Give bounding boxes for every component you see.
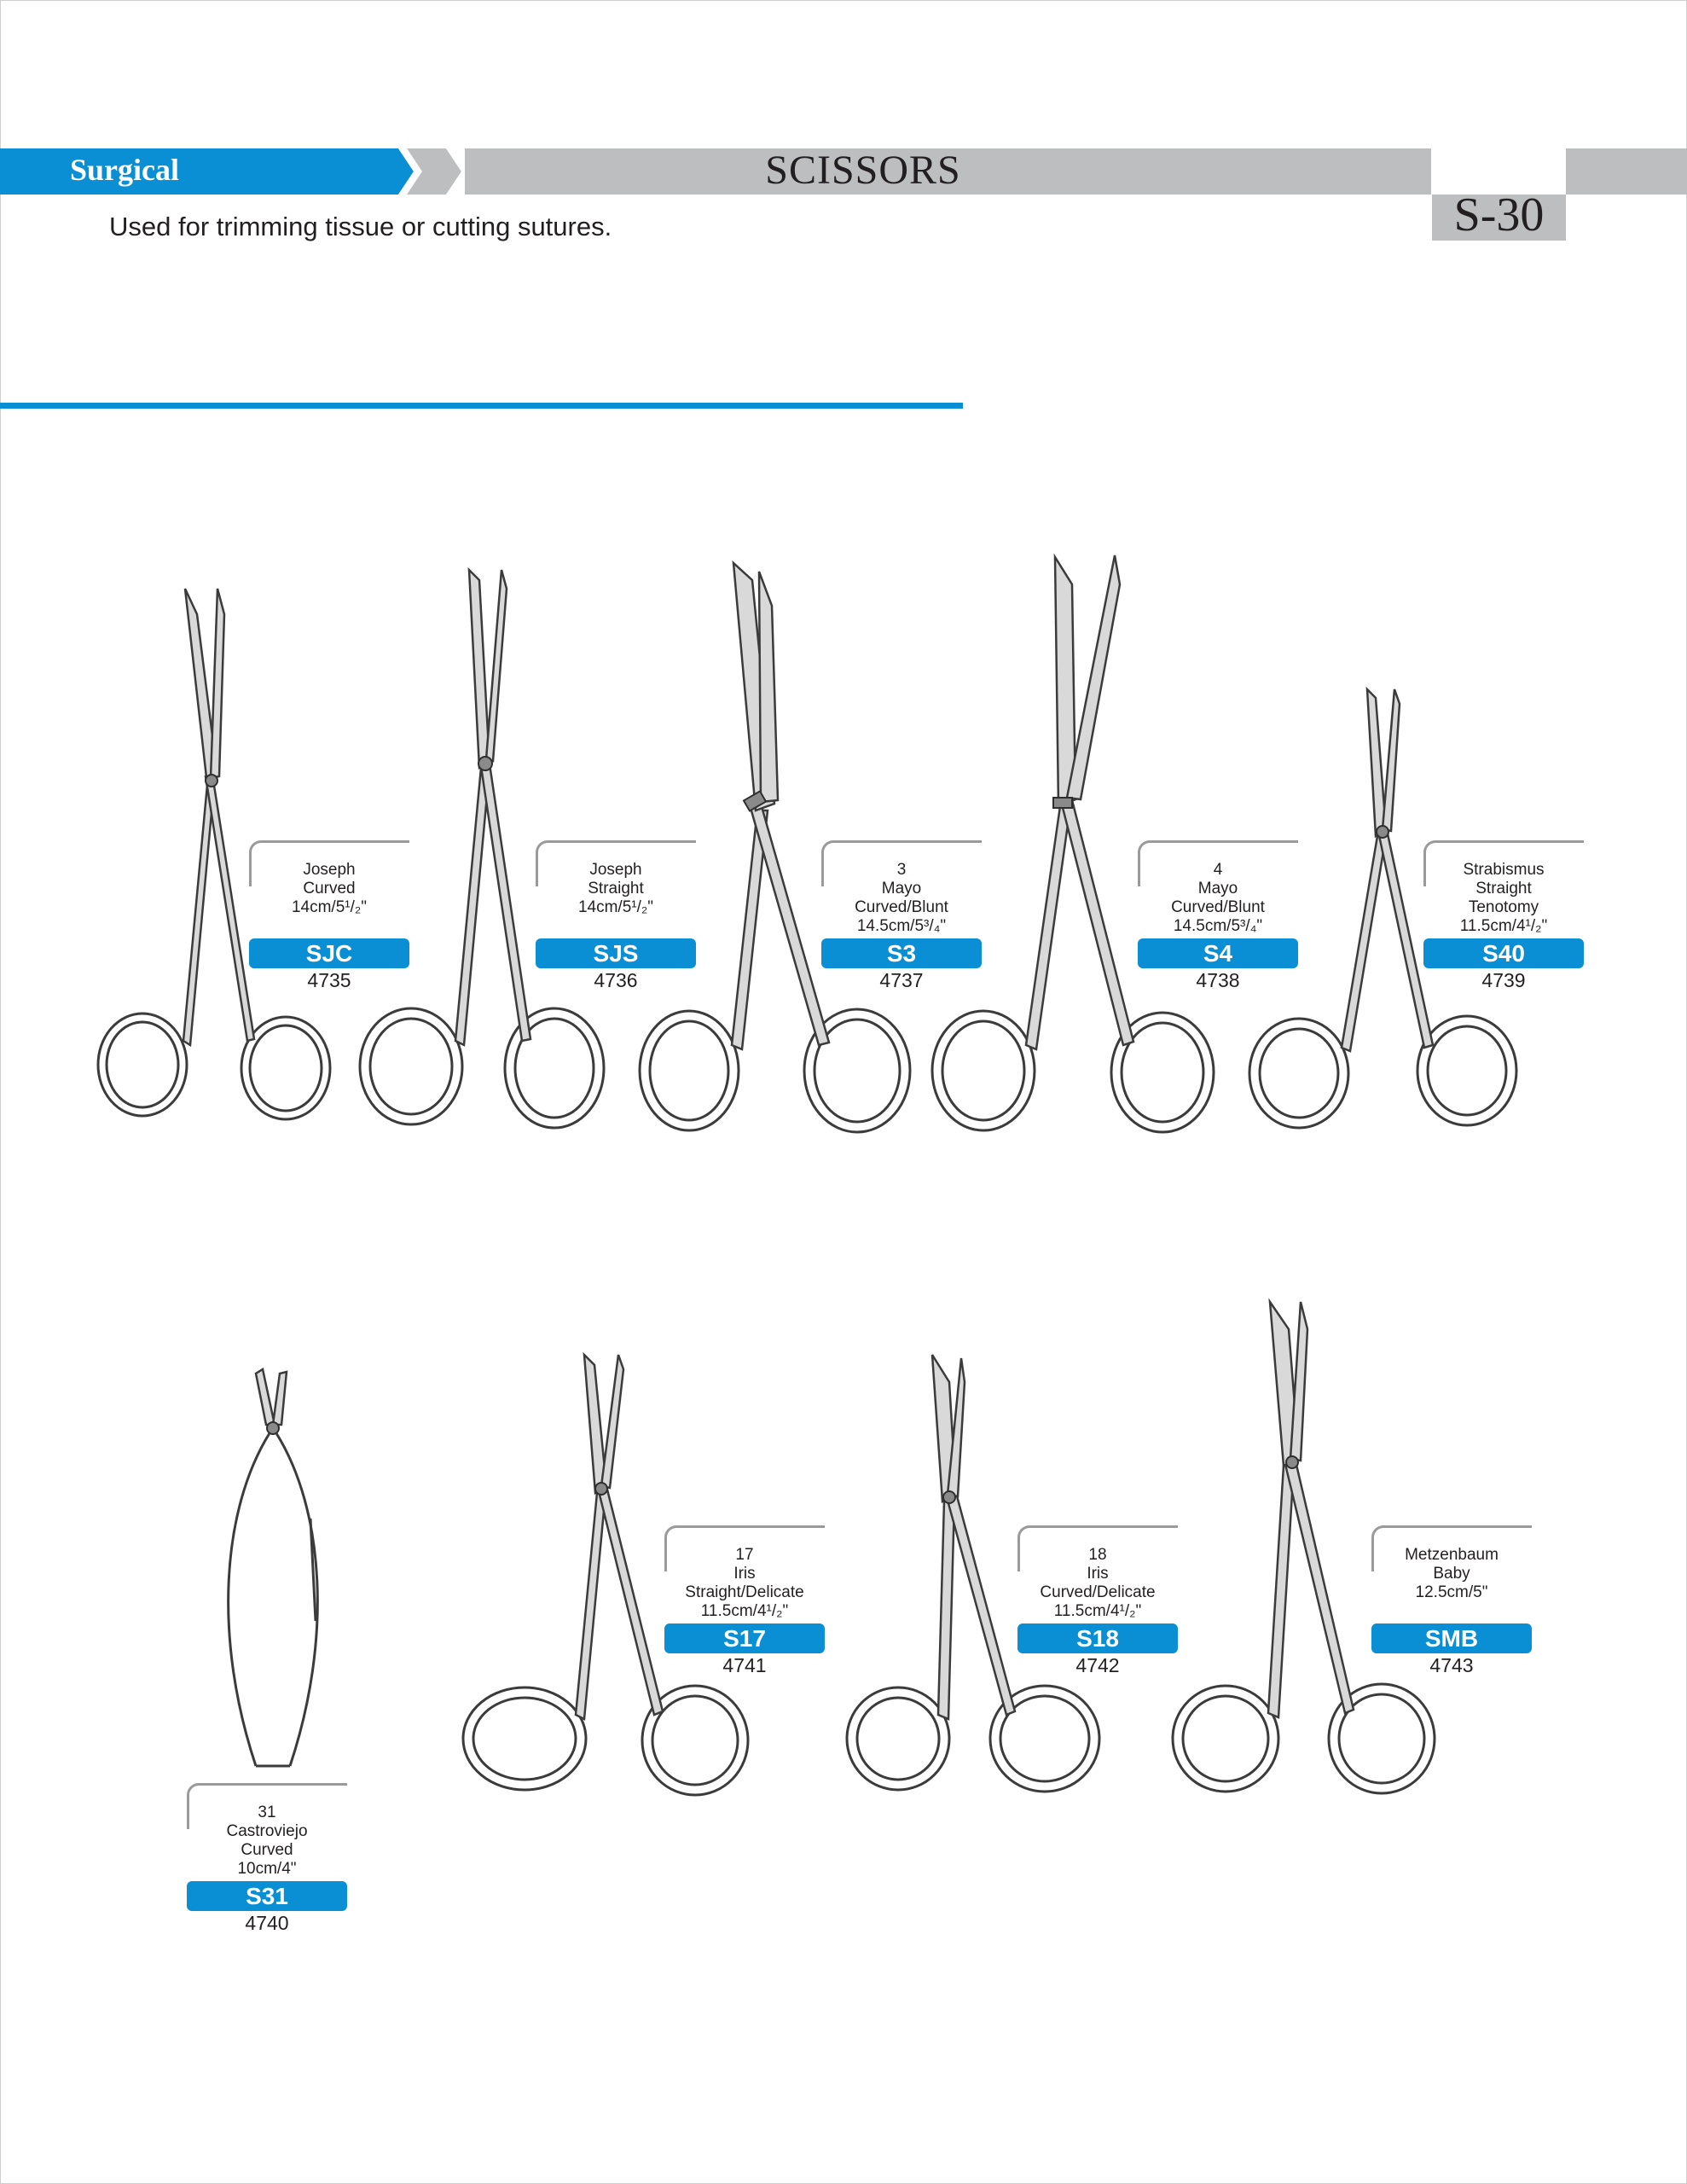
product-size: 10cm/4" (237, 1860, 297, 1878)
product-number: 4 (1213, 861, 1223, 879)
product-name: Castroviejo (226, 1822, 308, 1840)
section-label: Surgical (70, 153, 180, 187)
product-code-badge: S4 (1138, 938, 1298, 968)
page-description: Used for trimming tissue or cutting sutures. (109, 212, 612, 241)
product-size: 11.5cm/4¹/₂" (1459, 917, 1548, 935)
product-ref-number: 4742 (1075, 1654, 1120, 1676)
product-ref-number: 4741 (722, 1654, 767, 1676)
product-name: Mayo (1197, 880, 1238, 897)
product-code-badge: S40 (1423, 938, 1584, 968)
product-size: 14.5cm/5³/₄" (1173, 917, 1263, 935)
product-subtype: Tenotomy (1468, 898, 1539, 916)
product-size: 14cm/5¹/₂" (577, 898, 654, 916)
product-description (1423, 861, 1584, 936)
product-ref-number: 4743 (1429, 1654, 1474, 1676)
product-size: 14.5cm/5³/₄" (856, 917, 947, 935)
product-ref-number: 4735 (307, 969, 351, 991)
product-ref-number: 4740 (245, 1912, 289, 1934)
product-description (249, 861, 409, 917)
product-description (664, 1546, 825, 1621)
product-description (187, 1804, 347, 1879)
product-number: 17 (735, 1546, 754, 1564)
product-code-badge: S18 (1017, 1623, 1178, 1653)
product-number: 18 (1088, 1546, 1107, 1564)
product-ref-number: 4739 (1481, 969, 1526, 991)
page-number: S-30 (1453, 189, 1545, 241)
product-code-badge: S3 (821, 938, 982, 968)
product-type: Curved/Blunt (1171, 898, 1265, 916)
product-code-badge: S17 (664, 1623, 825, 1653)
scissors-castroviejo-image (205, 1365, 341, 1783)
product-code-badge: SMB (1371, 1623, 1532, 1653)
page-title: SCISSORS (765, 148, 961, 193)
product-code-badge: S31 (187, 1881, 347, 1911)
product-size: 11.5cm/4¹/₂" (700, 1602, 789, 1620)
divider-rule (0, 403, 963, 409)
product-description (1138, 861, 1298, 936)
product-ref-number: 4736 (594, 969, 638, 991)
product-code-badge: SJS (536, 938, 696, 968)
product-description (536, 861, 696, 917)
product-type: Curved/Delicate (1040, 1583, 1156, 1601)
product-type: Curved (241, 1841, 293, 1859)
product-name: Joseph (303, 861, 356, 879)
product-type: Straight (1475, 880, 1532, 897)
product-description (1017, 1546, 1178, 1621)
product-name: Mayo (881, 880, 922, 897)
product-name: Strabismus (1463, 861, 1545, 879)
product-type: Straight/Delicate (685, 1583, 804, 1601)
product-description (1371, 1546, 1532, 1602)
product-size: 14cm/5¹/₂" (291, 898, 368, 916)
product-number: 31 (258, 1804, 276, 1821)
product-size: 12.5cm/5" (1415, 1583, 1488, 1601)
product-ref-number: 4737 (879, 969, 924, 991)
product-description (821, 861, 982, 936)
product-name: Iris (733, 1565, 756, 1583)
product-name: Joseph (589, 861, 642, 879)
product-type: Curved/Blunt (855, 898, 948, 916)
product-name: Iris (1087, 1565, 1109, 1583)
product-name: Metzenbaum (1405, 1546, 1499, 1564)
product-size: 11.5cm/4¹/₂" (1053, 1602, 1142, 1620)
product-number: 3 (896, 861, 907, 879)
product-ref-number: 4738 (1196, 969, 1240, 991)
product-type: Curved (303, 880, 356, 897)
product-code-badge: SJC (249, 938, 409, 968)
product-type: Baby (1433, 1565, 1470, 1583)
product-type: Straight (588, 880, 644, 897)
